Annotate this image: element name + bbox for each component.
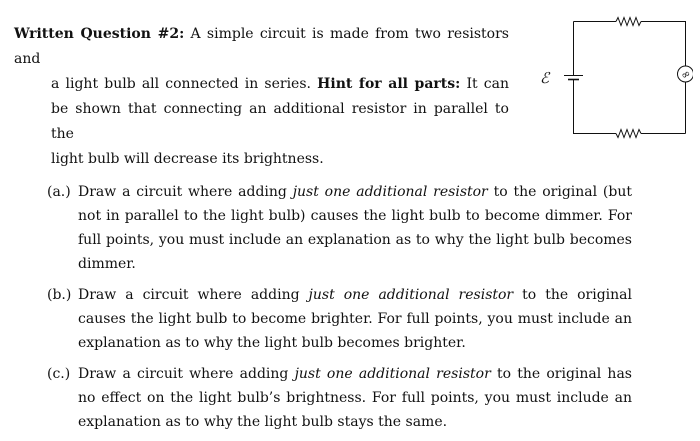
intro-text-2b: It can xyxy=(466,76,510,92)
part-a-text-after: to the original (but not in parallel to the light bulb) causes the light bulb to become dimmer. For full points, you must include an explanation as to why the light bulb becomes dimmer. xyxy=(78,184,632,272)
part-c-label: (c.) xyxy=(47,366,71,382)
part-b-label: (b.) xyxy=(47,287,72,303)
part-c-text-before: Draw a circuit where adding xyxy=(78,366,295,382)
intro-text-4: light bulb will decrease its brightness. xyxy=(51,151,324,167)
top-resistor-icon xyxy=(616,18,641,26)
part-b-text-after: to the original causes the light bulb to become brighter. For full points, you must include an explanation as to why the light bulb becomes brighter. xyxy=(78,287,632,351)
part-c-text-after: to the original has no effect on the light bulb’s brightness. For full points, you must include an explanation as to why the light bulb stays the same. xyxy=(78,366,632,430)
question-label: Written Question #2: xyxy=(14,26,185,42)
light-bulb-label: ∞ xyxy=(678,66,693,83)
intro-line-4 xyxy=(14,147,509,172)
hint-label: Hint for all parts: xyxy=(317,76,461,92)
part-a xyxy=(47,180,632,276)
part-c xyxy=(47,362,632,434)
part-a-label: (a.) xyxy=(47,184,71,200)
part-c-text xyxy=(78,362,632,434)
intro-text-1: A simple circuit is made from two resistors and xyxy=(14,26,509,67)
part-a-emphasis: just one additional resistor xyxy=(292,184,488,200)
circuit-diagram xyxy=(528,6,693,141)
intro-text-3: be shown that connecting an additional resistor in parallel to the xyxy=(51,101,509,142)
intro-line-3 xyxy=(14,97,509,147)
intro-line-1 xyxy=(14,22,509,72)
question-parts-list xyxy=(47,180,632,441)
emf-label: ℰ xyxy=(540,69,550,87)
part-b xyxy=(47,283,632,355)
bottom-resistor-icon xyxy=(616,130,641,138)
intro-text-2a: a light bulb all connected in series. xyxy=(51,76,311,92)
part-b-text-before: Draw a circuit where adding xyxy=(78,287,309,303)
part-a-text xyxy=(78,180,632,276)
part-b-text xyxy=(78,283,632,355)
part-b-emphasis: just one additional resistor xyxy=(308,287,514,303)
battery-icon xyxy=(564,76,583,80)
question-intro xyxy=(14,22,509,172)
bottom-wire-left xyxy=(574,79,617,134)
part-a-text-before: Draw a circuit where adding xyxy=(78,184,293,200)
top-wire-right xyxy=(641,22,686,67)
intro-line-2 xyxy=(14,72,509,97)
part-c-emphasis: just one additional resistor xyxy=(294,366,491,382)
